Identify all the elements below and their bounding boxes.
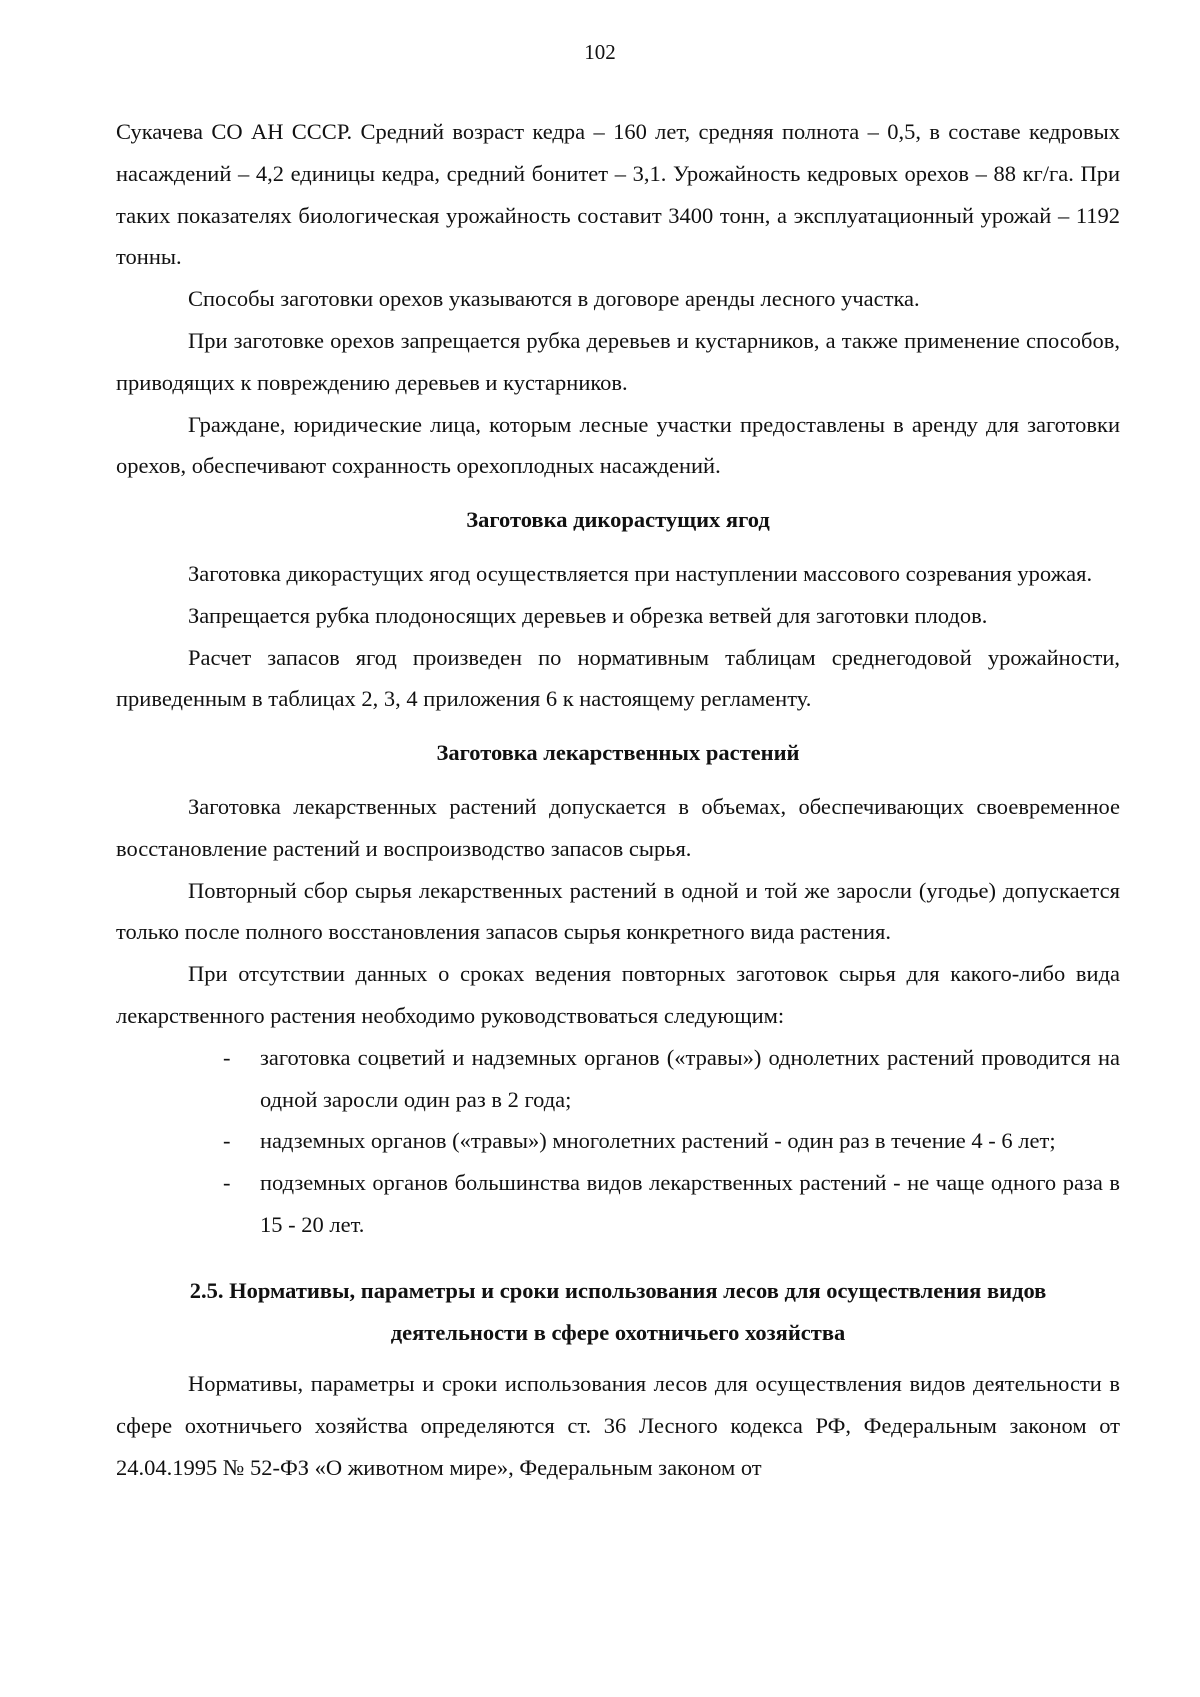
paragraph-hunting-regulations: Нормативы, параметры и сроки использования лесов для осуществления видов деятельности в сфере охотничьего хозяйства определяются ст. 36 Лесного кодекса РФ, Федеральным законом от 24.04.1995 № 52-ФЗ «О животном мире», Федеральным законом от bbox=[116, 1371, 1120, 1480]
paragraph-medicinal-guidelines-intro: При отсутствии данных о сроках ведения повторных заготовок сырья для какого-либо вида лекарственного растения необходимо руководствоваться следующим: bbox=[116, 961, 1120, 1028]
page-content bbox=[116, 111, 1120, 1489]
list-item-text: заготовка соцветий и надземных органов («травы») однолетних растений проводится на одной заросли один раз в 2 года; bbox=[260, 1044, 1120, 1112]
paragraph-medicinal-harvest-volumes: Заготовка лекарственных растений допускается в объемах, обеспечивающих своевременное восстановление растений и воспроизводство запасов сырья. bbox=[116, 793, 1120, 861]
heading-medicinal-plants: Заготовка лекарственных растений bbox=[436, 740, 800, 766]
paragraph-nut-plantation-protection: Граждане, юридические лица, которым лесные участки предоставлены в аренду для заготовки орехов, обеспечивают сохранность орехоплодных насаждений. bbox=[116, 411, 1120, 479]
paragraph-nut-harvest-prohibition: При заготовке орехов запрещается рубка деревьев и кустарников, а также применение способов, приводящих к повреждению деревьев и кустарников. bbox=[116, 327, 1120, 395]
paragraph-berry-harvest-prohibition: Запрещается рубка плодоносящих деревьев и обрезка ветвей для заготовки плодов. bbox=[188, 602, 988, 628]
section-heading-hunting bbox=[116, 1256, 1120, 1364]
harvest-interval-list bbox=[116, 1037, 1120, 1256]
heading-wild-berries: Заготовка дикорастущих ягод bbox=[466, 507, 770, 533]
paragraph-medicinal-repeat-harvest: Повторный сбор сырья лекарственных растений в одной и той же заросли (угодье) допускается только после полного восстановления запасов сырья конкретного вида растения. bbox=[116, 877, 1120, 945]
list-item bbox=[116, 1120, 1120, 1162]
paragraph-nut-harvest-methods: Способы заготовки орехов указываются в договоре аренды лесного участка. bbox=[188, 286, 920, 312]
list-item bbox=[116, 1037, 1120, 1121]
list-dash-marker: - bbox=[223, 1128, 231, 1154]
list-item bbox=[116, 1162, 1120, 1246]
paragraph-berry-harvest-timing: Заготовка дикорастущих ягод осуществляется при наступлении массового созревания урожая. bbox=[188, 560, 1093, 586]
page-number: 102 bbox=[584, 40, 616, 64]
paragraph-cedar-yield: Сукачева СО АН СССР. Средний возраст кедра – 160 лет, средняя полнота – 0,5, в составе кедровых насаждений – 4,2 единицы кедра, средний бонитет – 3,1. Урожайность кедровых орехов – 88 кг/га. При таких показателях биологическая урожайность составит 3400 тонн, а эксплуатационный урожай – 1192 тонны. bbox=[116, 119, 1120, 270]
list-dash-marker: - bbox=[223, 1170, 231, 1196]
section-heading-line-1: 2.5. Нормативы, параметры и сроки использования лесов для осуществления видов bbox=[189, 1277, 1047, 1303]
list-item-text: надземных органов («травы») многолетних растений - один раз в течение 4 - 6 лет; bbox=[260, 1128, 1056, 1154]
paragraph-berry-stock-calculation: Расчет запасов ягод произведен по нормативным таблицам среднегодовой урожайности, приведенным в таблицах 2, 3, 4 приложения 6 к настоящему регламенту. bbox=[116, 644, 1120, 712]
section-heading-line-2: деятельности в сфере охотничьего хозяйства bbox=[390, 1319, 846, 1345]
list-item-text: подземных органов большинства видов лекарственных растений - не чаще одного раза в 15 - 20 лет. bbox=[260, 1170, 1120, 1237]
list-dash-marker: - bbox=[223, 1044, 231, 1070]
